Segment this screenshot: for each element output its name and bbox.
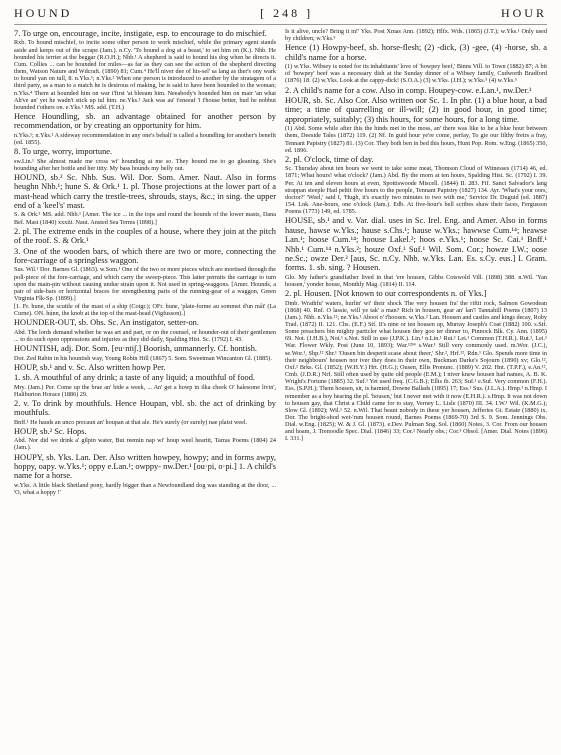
two-column-body [14, 28, 547, 748]
entry-paragraph: Hence Houndling, sb. an advantage obtained for another person by recommendation, or by creating an opportunity for him. [14, 111, 276, 131]
running-header [14, 6, 547, 25]
entry-paragraph: Sus. Wil.¹ Dor. Barnes Gl. (1863). w.Som.¹ One of the two or more pieces which are mortised through the poll-piece of the fore-carriage, and which carry the sweep-piece. This latter permits the carriage to turn upon the main-pin without causing undue strain upon it. Not used in spring-waggons. [Amer. Hounds, a pair of side-bars or horizontal braces for strengthening parts of the running-gear of a waggon, Green Virginia Flk-Sp. (1899).] [14, 266, 276, 302]
entry-paragraph: HOUPY, sb. Yks. Lan. Der. Also written howpey, howpy; and in forms awpy, hoppy, oapy. w.Yks.¹; oppy e.Lan.¹; owppy- nw.Der.¹ [ou·pi, o·pi.] 1. A child's name for a horse. [14, 452, 276, 481]
entry-paragraph: Dor. Zed Rabin in his hountish way, Young Robin Hill (1867) 5. Som. Sweetman Wincanton Gl. (1885). [14, 354, 272, 362]
header-right-word: HOUR [500, 6, 547, 20]
entry-paragraph: Bnff.¹ He hauds an unco precaun an' houpan at that ale. He's surely (or surely) nae plaist weel. [14, 418, 248, 426]
entry-paragraph: Glo. My father's grandfather lived in that 'ere housen, Gibbs Cotswold Vill. (1898) 388. n.Wil. 'Yan housen,' yonder house, Monthly Mag. (1814) II. 114. [285, 273, 547, 288]
entry-paragraph: 8. To urge, worry, importune. [14, 147, 113, 157]
entry-paragraph: Abd. Nor did we drink a' gilpin water, But reemin nap wi' houp weel heartit, Tarras Poems (1804) 24 (Jam.). [14, 437, 276, 452]
entry-paragraph: S. & Ork.¹ MS. add. Nhb.¹ [Amer. The ice ... in the tops and round the hounds of the lower masts, Dana Bef. Mast (1840) xxxiii. Naut. Ansted Sea Terms (1898).] [14, 211, 276, 226]
entry-paragraph: HOUP, sb.¹ and v. Sc. Also written howp Per. [14, 362, 166, 372]
page-number: [ 248 ] [260, 6, 314, 20]
entry-paragraph: 1. sb. A mouthful of any drink; a taste of any liquid; a mouthful of food. [14, 373, 255, 383]
left-column [14, 28, 276, 748]
entry-paragraph: Is it alive, uncle? Bring it in!' Yks. Post Xmas Ann. (1892); Hlfx. Wds. (1865) (J.T.); w.Yks.¹ Only used by children; w.Yks.⁵ [285, 28, 547, 43]
entry-paragraph: 2. pl. O'clock, time of day. [285, 154, 374, 164]
entry-paragraph: HOUNDER-OUT, sb. Obs. Sc. An instigator, setter-on. [14, 318, 199, 328]
header-left-word: HOUND [14, 6, 73, 20]
entry-paragraph: HOUNTISH, adj. Dor. Som. [eu·nti∫.] Boorish, unmannerly. Cf. hontish. [14, 344, 257, 354]
entry-paragraph: sw.Lin.¹ She almost made me cross wi' hounding at me so. They hound me to go gleaning. She's hounding after her bottle and her titty. My bass hounds my belly out. [14, 157, 276, 172]
entry-paragraph: Dmb. Wrathfu' waters, hurlin' wi' their shock The very housen fra' the riftit rock, Salmon Gowodean (1868) 40. Rnf. O lassie, will ye tak' a man? Rich in housen, gear an' lan'! Tannahill Poems (1807) 13 (Jam.). Nhb. n.Yks.¹²; ne.Yks.¹ Aboot o' t'hoosen. w.Yks.² Lan. Housen and castles and kings decay, Roby Trad. (1872) II. 121. Chs. (E.F.) Stf. It's nine or ten housen up, Murray Joseph's Coat (1882) 100. s.Stf. Some preachers bin mighty particler what housen they goo ter dinner to, Pinnock Blk. Cy. Ann. (1895) 69. Not. (J.H.B.), Not.¹ s.Not. Still in use (J.P.K.). Lin.¹ n.Lin.¹ Rut.¹ Lei.¹ Common (T.H.R.). Rut.¹, Lei.¹ War. Flower Wkly. Post (June 10, 1893); War.¹²³⁴ s.War.¹ Still very commonly used. m.Wor. (J.C.), se.Wor.¹, Shp.¹² Shr.¹ 'Ousen bin desperit scase about theer,' Shr.², Hrf.¹², Rdn.¹ Glo. Spends more time in their neighbours' housen nor iver they does in their own, Buckman Darke's Sojourn (1890) xv; Glo.¹², Oxf.¹ Brks. Gl. (1852); (W.H.Y.) Hrt. (H.G.); Ousen, Ellis Pronunc. (1889) V. 202. Hnt. (T.P.F.), e.An.¹², Cmb. (J.D.R.) Nrf. Still often used by quite old people (E.M.); I niver knew housen had names, A. B. K. Wright's Fortune (1885) 32. Suf.¹ Yet used freq. (C.G.B.); Ellis ib. 263; Suf.¹ e.Suf. Very common (F.H.). Ess. (S.P.H.); Them housen, sir, is harnted, Downe Ballads (1895) 17; Ess.¹ Sus. (J.L.A.). Hmp.¹ n.Hmp. I remember as a boy hearing the pl. 'housen,' but I never met with it now (E.H.R.). s.Hmp. It was not down to housen gay, that Christ a Child came for to stay, Verney L. Lisle (1870) III. 34. I.W.¹ Wil. (K.M.G.); Slow Gl. (1892); Wil.¹ 52. n.Wil. That beant nobody in these yer housen, Jefferies Gt. Estate (1880) ix. Dor. The bright-shod wet-'rum housen round, Barnes Poems (1869-70) 3rd S. 9. Som. Jennings Obs. Dial. w.Eng. (1825); W. & J. Gl. (1873). e.Dev. Pulman Sng. Sol. (1860) Notes, 3. Cor. From our housen and hoam, J. Trenoodle Spec. Dial. (1846) 33; Cor.² Nearly obs.; Cor.³ Obsol. [Amer. Dial. Notes (1896) I. 331.] [285, 299, 547, 443]
entry-paragraph: Mry. (Jam.) Per. Come up the brae an' bide a week, ... An' get a howp in ilka cheek O' halesome livin', Haliburton Horace (1886) 29. [14, 383, 276, 398]
entry-paragraph: 2. pl. Housen. [Not known to our correspondents n. of Yks.] [285, 289, 487, 299]
entry-paragraph: 3. One of the wooden bars, of which there are two or more, connecting the fore-carriage of a springless waggon. [14, 246, 276, 265]
right-column [285, 28, 547, 748]
entry-paragraph: HOUND, sb.² Sc. Nhb. Sus. Wil. Dor. Som. Amer. Naut. Also in forms heughn Nhb.¹; hune S. & Ork.¹ 1. pl. Those projections at the lower part of a mast-head which carry the trestle-trees, shrouds, stays, &c.; in sing. the upper end of a 'keel's' mast. [14, 172, 276, 211]
entry-paragraph: Hence (1) Howpy-beef, sb. horse-flesh; (2) -dick, (3) -gee, (4) -horse, sb. a child's name for a horse. [285, 43, 547, 62]
entry-paragraph: Abd. The lords demand whether he was art and part, or on the counsel, or hounder-out of their gentlemen ... to do such open oppressions and injuries as they did daily, Spalding Hist. Sc. (1792) I. 43. [14, 328, 276, 344]
entry-paragraph: HOUP, sb.² Sc. Hops. [14, 426, 87, 436]
entry-paragraph: (1) Abd. Some while after this the hinds met in the moss, an' there was like to be a blue hour between them, Deeside Tales (1872) 119. (2) Nf. In guid hour ye're come, perfay, To gie our filthy freirs a fray, Tennant Papistry (1827) 81. (3) Cor. They both ben in bed this hours, Hunt Pop. Rom. w.Eng. (1865) 350, ed. 1896. [285, 125, 547, 154]
entry-paragraph: (1) w.Yks. Wibsey is noted for its inhabitants' love of 'howpey beef,' Binns Vill. to Town (1882) 87; A bit of 'howpey' beef was a necessary dish at the Sunday dinner of a Wibsey family, Cudworth Bradford (1876) 18. (2) w.Yks. Look at the cappy-dick! (S.O.A.) (3) w.Yks. (J.H.); w.Yks.⁵ (4) w.Yks.⁵ [285, 63, 547, 85]
entry-paragraph: w.Yks. A little black Shetland pony, hardly bigger than a Newfoundland dog was standing at the door, ... 'O, what a hoppy !' [14, 481, 276, 496]
entry-paragraph: Rxb. To hound mischief, to incite some other person to work mischief, while the primary agent stands aside and keeps out of the scrape (Jam.). n.Cy. 'To hound a dog at a beast,' to set him on (K.). Nhb. He hounded his terrier at the beggar (R.O.H.); Nhb.¹ A shepherd is said to hound his dog when he directs it. Cum. Collies ... can be hounded for miles—as far as they can see the action of the shepherd directing them, Watson Nature and Wdcraft. (1890) 81; Cum.⁴ He'll niver dee of his-sel' sa lang as ther's ony wark to hound yan on tull, 8. n.Yks.¹; n.Yks.² When one person is introduced to another by the stratagem of a third party, as a man to a match he is desirous of making, he is said to have been hounded to the woman; n.Yks.⁴ Them at hounded him on war t'first 'at bleeam him. Neeabody's hounded him on mair 'an what Ah've an' yet he wadn't stick up tul him. ne.Yks.¹ Jack was au' t'eneeaf 'i t'house better, bud he nobbut hounded t'others on. e.Yks.¹ MS. add. (T.H.) [14, 39, 276, 111]
entry-paragraph: 2. A child's name for a cow. Also in comp. Houpey-cow. e.Lan.¹, nw.Der.¹ [285, 85, 532, 95]
entry-paragraph: Sc. Thursday about ten hours we went to take some meat, Thomson Cloud of Witnesses (1714) 46, ed. 1871; What hours! what o'clock? (Jam.) Abd. By the morn at ten hours, Spalding Hist. Sc. (1792) I. 39. Per. At ten and eleven hours at even, Spottiswoode Miscell. (1844) II. 283. Fif. Sanct Salvador's lang strappan steeple Had peltit five hours to the people, Tennant Papistry (1827) 134. Ayr. 'What's your oors, doctor?' 'Weel,' said I, 'Hugh, it's exactly two minutes to two with me,' Service Dr. Duguid (ed. 1887) 154. Lnk. Ane-hours, one o'clock (Jam.). Edb. At five-hour's bell scribes shaw their faces, Fergusson Poems (1773) 149, ed. 1785. [285, 165, 547, 216]
entry-paragraph: 2. v. To drink by mouthfuls. Hence Houpan, vbl. sb. the act of drinking by mouthfuls. [14, 398, 276, 418]
entry-paragraph: HOUR, sb. Sc. Also Cor. Also written oor Sc. 1. In phr. (1) a blue hour, a bad time; a time of quarrelling or ill-will; (2) in good hour, in good time; appropriately, suitably; (3) this hours, for some hours, for a long time. [285, 96, 547, 124]
entry-paragraph: 7. To urge on, encourage, incite, instigate, esp. to encourage to do mischief. [14, 29, 267, 38]
entry-paragraph: HOUSE, sb.¹ and v. Var. dial. uses in Sc. Irel. Eng. and Amer. Also in forms hause, hawse w.Yks.; hause s.Chs.¹; hause w.Yks.; hawwse Cum.¹⁴; heawse Lan.¹; hoose Cum.¹⁴; hoouse Lakel.²; hoos e.Yks.¹; hoose Sc. Cai.¹ Bnff.¹ Nhb.¹ Cum.¹⁴ n.Yks.²; houze Oxf.¹ Suf.¹ Wil. Som. Cor.; howze I.W.; oose ne.Sc.; owze Der.² [aus, Sc. n.Cy. Nhb. w.Yks. Lan. Es. s.Cy. eus.] I. Gram. forms. 1. sb. sing. ? Housen. [285, 216, 547, 273]
entry-paragraph: n.Yks.¹; n.Yks.² A sideway recommendation in any one's behalf is called a houndling for another's benefit (ed. 1855). [14, 131, 276, 146]
entry-paragraph: [1. Fr. hune, the scuttle of the mast of a ship (Cotgr.); OFr. hune, 'plate-forme au sommet d'un mât' (La Curne). ON. húnn, the knob at the top of the mast-head (Vigfusson).] [14, 303, 276, 318]
entry-paragraph: 2. pl. The extreme ends in the couples of a house, where they join at the pitch of the roof. S. & Ork.¹ [14, 226, 276, 246]
